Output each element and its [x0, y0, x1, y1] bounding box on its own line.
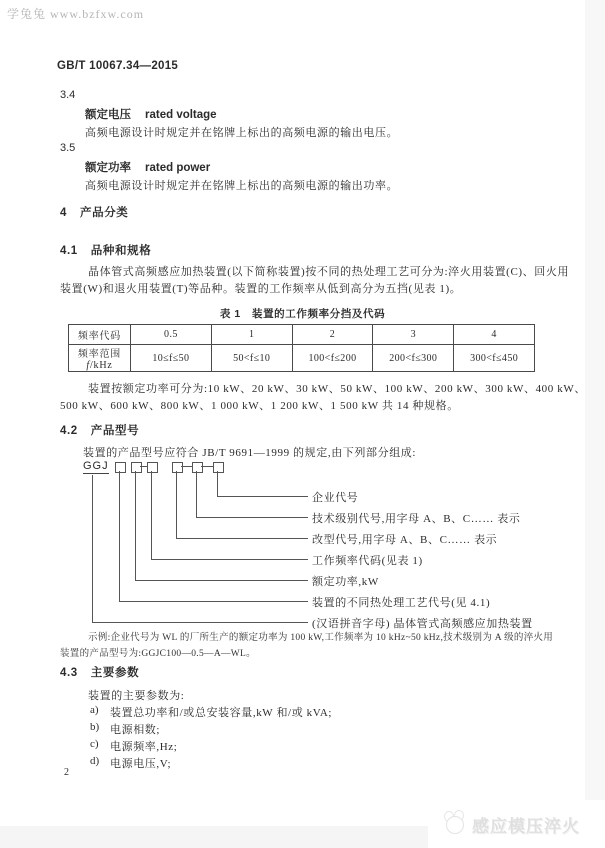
connector-line [151, 559, 308, 560]
example-line: 装置的产品型号为:GGJC100—0.5—A—WL。 [60, 649, 256, 659]
table-cell: 300<f≤450 [454, 345, 535, 372]
list-item-marker: d) [90, 755, 100, 767]
section-heading-4-3 [60, 664, 139, 680]
list-item-marker: b) [90, 721, 100, 733]
connector-line [217, 496, 308, 497]
table-cell: 100<f≤200 [292, 345, 373, 372]
connector-line [151, 471, 152, 559]
table-cell: 3 [373, 325, 454, 345]
model-dash [181, 466, 192, 467]
term-title-en: rated power [145, 162, 211, 174]
table-cell: 4 [454, 325, 535, 345]
table-row [69, 325, 535, 345]
paragraph-line: 装置(W)和退火用装置(T)等品种。装置的工作频率从低到高分为五挡(见表 1)。 [60, 283, 462, 295]
connector-line [196, 517, 308, 518]
table-cell: 50<f≤10 [211, 345, 292, 372]
connector-line [217, 471, 218, 496]
section-title: 主要参数 [90, 667, 140, 679]
table-header-cell: 频率范围 f/kHz [69, 345, 131, 372]
connector-line [176, 538, 308, 539]
diagram-label: 技术级别代号,用字母 A、B、C…… 表示 [312, 513, 521, 525]
diagram-label: (汉语拼音字母) 晶体管式高频感应加热装置 [312, 618, 533, 630]
list-item-text: 电源频率,Hz; [110, 741, 178, 753]
paragraph-line: 晶体管式高频感应加热装置(以下简称装置)按不同的热处理工艺可分为:淬火用装置(C)、回火用 [88, 266, 570, 278]
table-caption: 表 1 装置的工作频率分挡及代码 [219, 308, 386, 320]
list-item-text: 电源电压,V; [110, 758, 172, 770]
watermark-bottom-text: 感应模压淬火 [472, 817, 580, 836]
section-heading-4 [60, 204, 128, 220]
model-box-modification-code [172, 462, 183, 473]
page-number: 2 [64, 767, 69, 778]
table-cell: 200<f≤300 [373, 345, 454, 372]
paragraph-line: 500 kW、600 kW、800 kW、1 000 kW、1 200 kW、1 500 kW 共 14 种规格。 [60, 400, 459, 412]
table-cell: 1 [211, 325, 292, 345]
term-title-zh: 额定电压 [85, 109, 131, 121]
watermark-top: 学兔兔 www.bzfxw.com [7, 7, 145, 21]
connector-line [196, 471, 197, 517]
paragraph-line: 装置的产品型号应符合 JB/T 9691—1999 的规定,由下列部分组成: [83, 447, 417, 459]
watermark-bottom-box [428, 800, 605, 848]
doc-number: GB/T 10067.34—2015 [57, 60, 179, 72]
connector-line [119, 601, 308, 602]
page-edge-right [585, 0, 605, 848]
list-item-marker: a) [90, 704, 99, 716]
section-number: 4 [60, 207, 67, 219]
connector-line [92, 622, 308, 623]
connector-line [119, 471, 120, 601]
list-item-text: 装置总功率和/或总安装容量,kW 和/或 kVA; [110, 707, 333, 719]
section-title: 产品型号 [90, 425, 140, 437]
list-item-text: 电源相数; [110, 724, 161, 736]
table-cell: 0.5 [131, 325, 212, 345]
model-box-company-code [213, 462, 224, 473]
table-header-cell: 频率代码 [69, 325, 131, 345]
section-title: 品种和规格 [90, 245, 152, 257]
diagram-label: 额定功率,kW [312, 576, 379, 588]
section-number: 4.3 [60, 667, 78, 679]
diagram-label: 工作频率代码(见表 1) [312, 555, 423, 567]
list-item-marker: c) [90, 738, 99, 750]
model-dash [140, 466, 147, 467]
section-heading-4-2 [60, 422, 139, 438]
mascot-icon [442, 812, 466, 834]
term-title-rated-power [85, 159, 210, 175]
model-box-rated-power [131, 462, 142, 473]
paragraph-line: 装置按额定功率可分为:10 kW、20 kW、30 kW、50 kW、100 kW、200 kW、300 kW、400 kW、 [88, 383, 586, 395]
term-title-zh: 额定功率 [85, 162, 131, 174]
paragraph-line: 装置的主要参数为: [88, 690, 185, 702]
connector-line [135, 471, 136, 580]
frequency-code-table [68, 324, 535, 372]
model-box-frequency-code [147, 462, 158, 473]
table-cell: 2 [292, 325, 373, 345]
clause-number-3-5: 3.5 [60, 142, 76, 154]
diagram-label: 装置的不同热处理工艺代号(见 4.1) [312, 597, 491, 609]
example-line: 示例:企业代号为 WL 的厂所生产的额定功率为 100 kW,工作频率为 10 kHz~50 kHz,技术级别为 A 级的淬火用 [88, 633, 554, 643]
clause-number-3-4: 3.4 [60, 89, 76, 101]
table-cell: 10≤f≤50 [131, 345, 212, 372]
connector-line [135, 580, 308, 581]
model-box-process-code [115, 462, 126, 473]
term-definition: 高频电源设计时规定并在铭牌上标出的高频电源的输出功率。 [85, 180, 399, 192]
diagram-label: 企业代号 [312, 492, 359, 504]
diagram-label: 改型代号,用字母 A、B、C…… 表示 [312, 534, 498, 546]
model-prefix: GGJ [83, 460, 109, 472]
connector-line [92, 475, 93, 622]
term-title-rated-voltage [85, 106, 217, 122]
table-row [69, 345, 535, 372]
section-number: 4.1 [60, 245, 78, 257]
model-box-tech-grade-code [192, 462, 203, 473]
term-definition: 高频电源设计时规定并在铭牌上标出的高频电源的输出电压。 [85, 127, 399, 139]
section-heading-4-1 [60, 242, 151, 258]
mascot-head [446, 816, 464, 834]
section-number: 4.2 [60, 425, 78, 437]
section-title: 产品分类 [80, 207, 129, 219]
model-dash [201, 466, 213, 467]
connector-line [176, 471, 177, 538]
term-title-en: rated voltage [145, 109, 217, 121]
